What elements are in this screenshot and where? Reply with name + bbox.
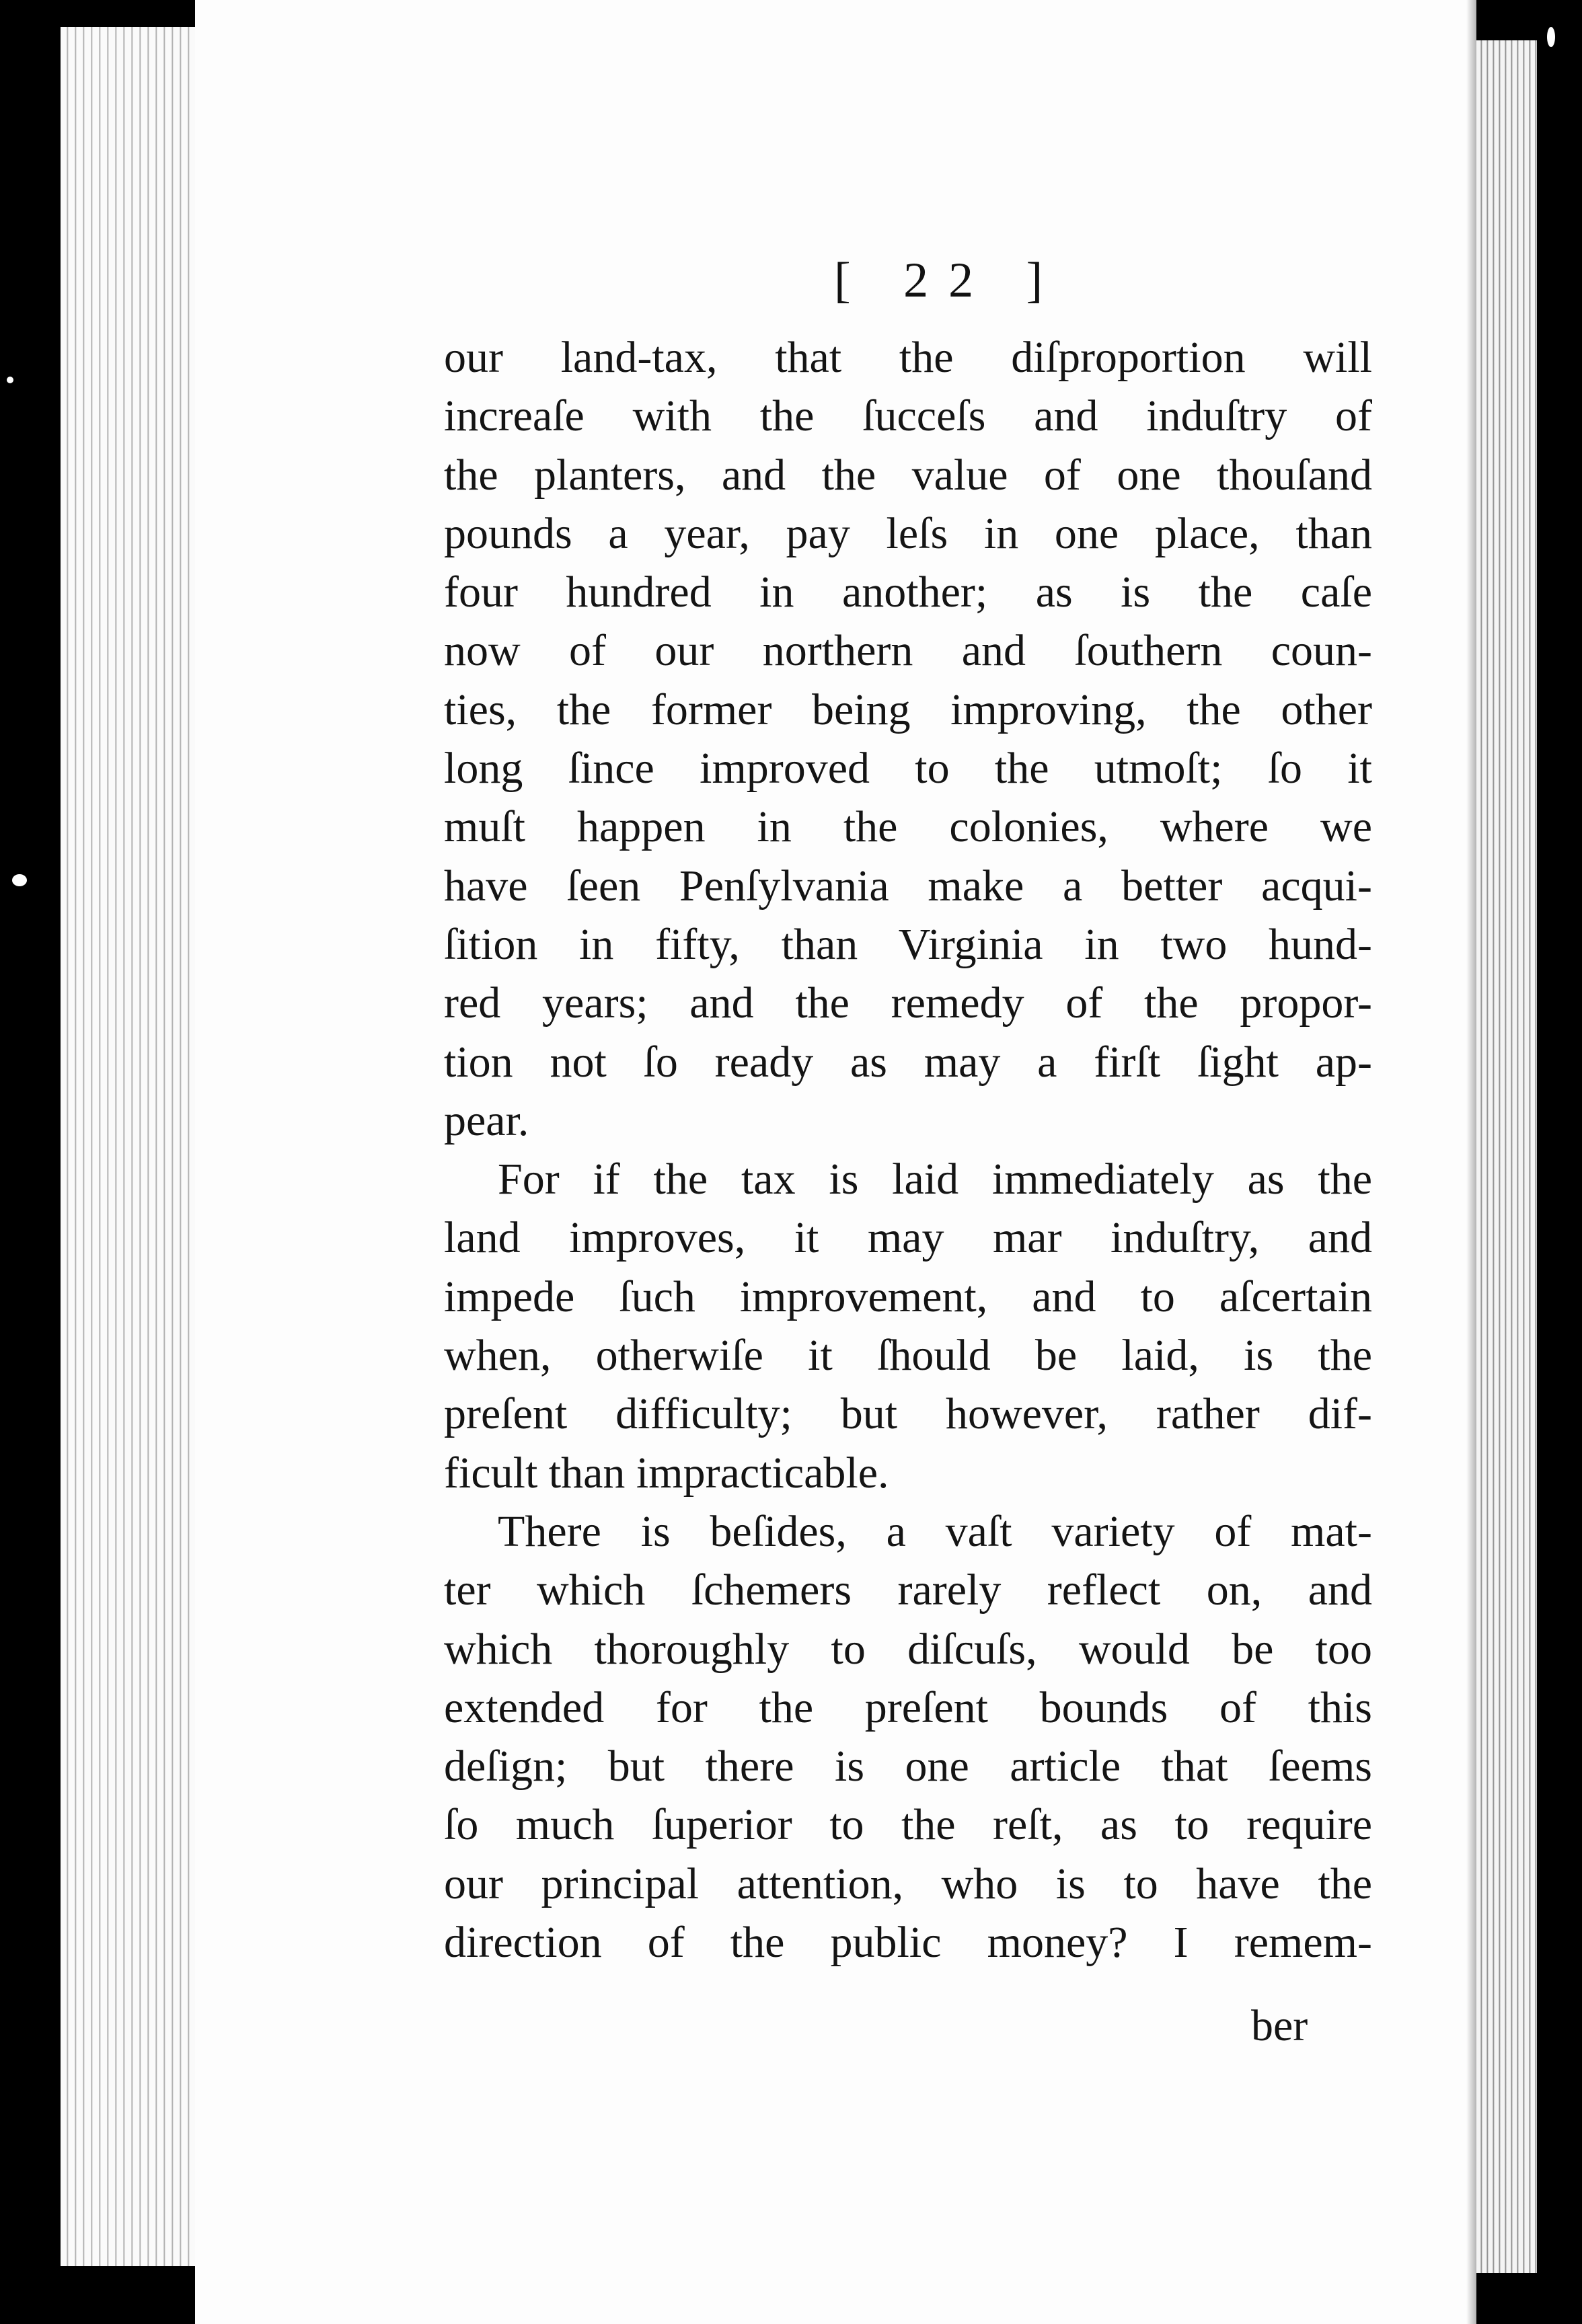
text-line: tion not ſo ready as may a firſt ſight ap-: [444, 1037, 1372, 1087]
text-line: have ſeen Penſylvania make a better acqui-: [444, 861, 1372, 911]
text-line: deſign; but there is one article that ſeems: [444, 1742, 1372, 1791]
catchword: ber: [1251, 2001, 1308, 2050]
text-line: our land-tax, that the diſproportion will: [444, 333, 1372, 382]
dust-speck: [12, 874, 27, 886]
text-line: pounds a year, pay leſs in one place, than: [444, 508, 1372, 558]
text-line: extended for the preſent bounds of this: [444, 1682, 1372, 1732]
text-line: ficult than impracticable.: [444, 1448, 889, 1498]
text-line: ter which ſchemers rarely reflect on, and: [444, 1565, 1372, 1615]
text-line: preſent difficulty; but however, rather dif-: [444, 1389, 1372, 1439]
page-number-header: [ 22 ]: [834, 253, 1063, 308]
text-line: four hundred in another; as is the caſe: [444, 568, 1372, 617]
text-line: land improves, it may mar induſtry, and: [444, 1213, 1372, 1263]
text-line: increaſe with the ſucceſs and induſtry of: [444, 391, 1372, 441]
left-page-edges: [61, 27, 195, 2266]
text-line: ſo much ſuperior to the reſt, as to require: [444, 1800, 1372, 1850]
text-line: ties, the former being improving, the other: [444, 685, 1372, 734]
text-line: There is beſides, a vaſt variety of mat-: [498, 1506, 1372, 1556]
text-line: red years; and the remedy of the propor-: [444, 978, 1372, 1028]
text-line: impede ſuch improvement, and to aſcertain: [444, 1272, 1372, 1321]
text-line: our principal attention, who is to have the: [444, 1859, 1372, 1908]
right-page-edges: [1476, 40, 1537, 2273]
dust-speck: [7, 377, 13, 383]
text-line: now of our northern and ſouthern coun-: [444, 626, 1372, 676]
text-line: long ſince improved to the utmoſt; ſo it: [444, 744, 1372, 793]
body-text: [444, 328, 1372, 1972]
text-line: muſt happen in the colonies, where we: [444, 802, 1372, 852]
text-line: direction of the public money? I remem-: [444, 1918, 1372, 1968]
text-line: ſition in fifty, than Virginia in two hund-: [444, 919, 1372, 969]
dust-speck: [1547, 27, 1555, 47]
text-line: which thoroughly to diſcuſs, would be too: [444, 1624, 1372, 1674]
text-line: pear.: [444, 1095, 529, 1145]
text-line: For if the tax is laid immediately as the: [498, 1155, 1372, 1204]
text-line: when, otherwiſe it ſhould be laid, is the: [444, 1331, 1372, 1381]
text-line: the planters, and the value of one thouſand: [444, 450, 1372, 500]
